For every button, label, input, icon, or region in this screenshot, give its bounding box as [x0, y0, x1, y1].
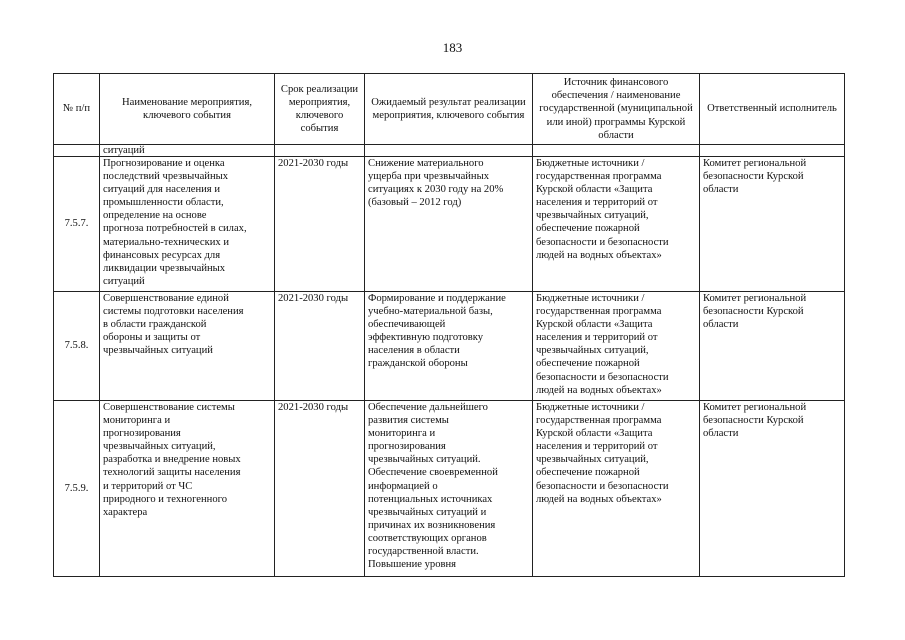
cell-empty	[365, 145, 533, 157]
events-table	[53, 73, 845, 577]
cell-source: Бюджетные источники / государственная программа Курской области «Защита населения и территорий от чрезвычайных ситуаций, обеспечение пожарной безопасности и безопасности людей на водных объектах»	[533, 157, 700, 292]
cell-source: Бюджетные источники / государственная программа Курской области «Защита населения и территорий от чрезвычайных ситуаций, обеспечение пожарной безопасности и безопасности людей на водных объектах»	[533, 401, 700, 577]
cell-num: 7.5.8.	[54, 292, 100, 401]
table-row-continuation	[54, 145, 845, 157]
cell-term: 2021-2030 годы	[275, 157, 365, 292]
cell-result: Обеспечение дальнейшего развития системы мониторинга и прогнозирования чрезвычайных ситуаций. Обеспечение своевременной информацией о потенциальных источниках чрезвычайных ситуаций и причинах их возникновения соответствующих органов государственной власти. Повышение уровня	[365, 401, 533, 577]
cell-term: 2021-2030 годы	[275, 401, 365, 577]
page-number: 183	[442, 40, 463, 55]
table-row	[54, 292, 845, 401]
header-num: № п/п	[54, 74, 100, 145]
table-row	[54, 401, 845, 577]
cell-executor: Комитет региональной безопасности Курской области	[700, 157, 845, 292]
cell-empty	[533, 145, 700, 157]
cell-result: Формирование и поддержание учебно-материальной базы, обеспечивающей эффективную подготовку населения в области гражданской обороны	[365, 292, 533, 401]
cell-name: Совершенствование единой системы подготовки населения в области гражданской обороны и защиты от чрезвычайных ситуаций	[100, 292, 275, 401]
cell-name: Прогнозирование и оценка последствий чрезвычайных ситуаций для населения и промышленности области, определение на основе прогноза потребностей в силах, материально-технических и финансовых ресурсах для ликвидации чрезвычайных ситуаций	[100, 157, 275, 292]
table-row	[54, 157, 845, 292]
cell-executor: Комитет региональной безопасности Курской области	[700, 292, 845, 401]
cell-empty	[275, 145, 365, 157]
header-executor: Ответственный исполнитель	[700, 74, 845, 145]
cell-source: Бюджетные источники / государственная программа Курской области «Защита населения и территорий от чрезвычайных ситуаций, обеспечение пожарной безопасности и безопасности людей на водных объектах»	[533, 292, 700, 401]
cell-name: Совершенствование системы мониторинга и прогнозирования чрезвычайных ситуаций, разработка и внедрение новых технологий защиты населения и территорий от ЧС природного и техногенного характера	[100, 401, 275, 577]
cell-term: 2021-2030 годы	[275, 292, 365, 401]
cell-empty	[54, 145, 100, 157]
cell-result: Снижение материального ущерба при чрезвычайных ситуациях к 2030 году на 20% (базовый – 2012 год)	[365, 157, 533, 292]
header-term: Срок реализации мероприятия, ключевого события	[275, 74, 365, 145]
cell-continuation-text: ситуаций	[100, 145, 275, 157]
cell-num: 7.5.7.	[54, 157, 100, 292]
header-name: Наименование мероприятия, ключевого события	[100, 74, 275, 145]
table-header-row	[54, 74, 845, 145]
cell-empty	[700, 145, 845, 157]
header-result: Ожидаемый результат реализации мероприятия, ключевого события	[365, 74, 533, 145]
cell-executor: Комитет региональной безопасности Курской области	[700, 401, 845, 577]
header-source: Источник финансового обеспечения / наименование государственной (муниципальной или иной) программы Курской области	[533, 74, 700, 145]
cell-num: 7.5.9.	[54, 401, 100, 577]
